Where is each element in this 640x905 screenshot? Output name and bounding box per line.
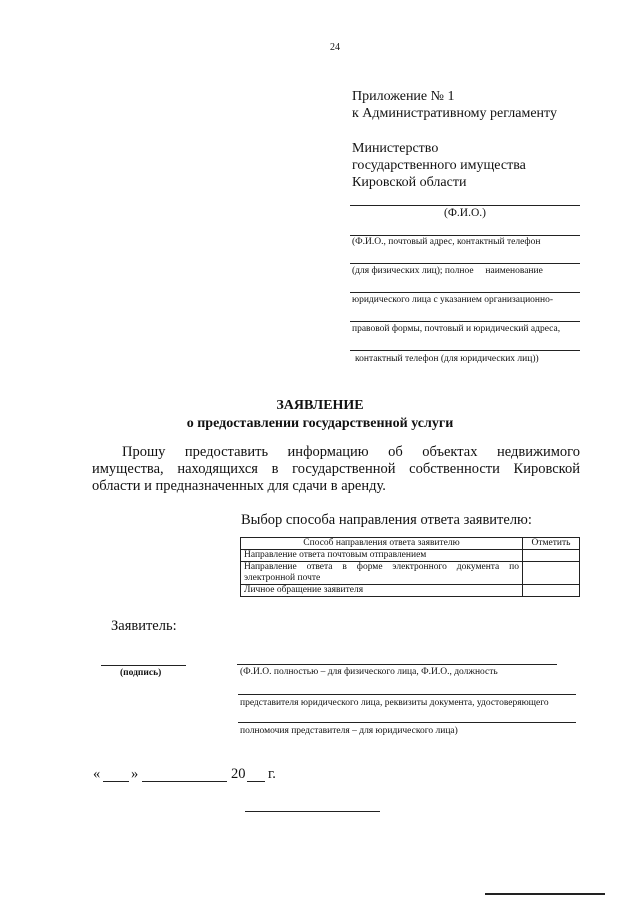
date-close-quote: » bbox=[131, 766, 139, 782]
table-header-mark: Отметить bbox=[523, 538, 580, 550]
appendix-block bbox=[352, 88, 557, 122]
fio-full-line-2[interactable] bbox=[238, 694, 576, 695]
fio-full-hint-2: представителя юридического лица, реквизиты документа, удостоверяющего bbox=[240, 698, 549, 708]
table-row bbox=[241, 585, 580, 597]
addressee-block bbox=[352, 140, 526, 191]
fio-full-hint-3: полномочия представителя – для юридического лица) bbox=[240, 726, 458, 736]
fio-full-line-3[interactable] bbox=[238, 722, 576, 723]
applicant-hint-2: (для физических лиц); полное наименование bbox=[352, 266, 543, 276]
table-cell-mark-checkbox[interactable] bbox=[523, 550, 580, 562]
applicant-hint-5: контактный телефон (для юридических лиц)) bbox=[355, 354, 539, 364]
date-year-line[interactable] bbox=[247, 781, 265, 782]
request-paragraph bbox=[92, 444, 584, 495]
table-cell-method: Личное обращение заявителя bbox=[241, 585, 523, 597]
applicant-line-5[interactable] bbox=[350, 350, 580, 351]
date-open-quote: « bbox=[93, 766, 101, 782]
appendix-line-2: к Административному регламенту bbox=[352, 106, 557, 121]
footer-separator bbox=[485, 893, 605, 895]
answer-method-table bbox=[240, 537, 580, 597]
applicant-hint-1: (Ф.И.О., почтовый адрес, контактный телефон bbox=[352, 237, 541, 247]
table-cell-method: Направление ответа в форме электронного документа по электронной почте bbox=[241, 562, 523, 585]
table-row bbox=[241, 562, 580, 585]
applicant-line-3[interactable] bbox=[350, 292, 580, 293]
document-subtitle: о предоставлении государственной услуги bbox=[186, 416, 454, 431]
fio-full-line-1[interactable] bbox=[237, 664, 557, 665]
addressee-line-1: Министерство bbox=[352, 141, 439, 156]
table-cell-mark-checkbox[interactable] bbox=[523, 585, 580, 597]
appendix-line-1: Приложение № 1 bbox=[352, 89, 455, 104]
table-row bbox=[241, 550, 580, 562]
table-header-row bbox=[241, 538, 580, 550]
fio-line[interactable] bbox=[350, 205, 580, 206]
signature-line[interactable] bbox=[101, 665, 186, 666]
request-text: Прошу предоставить информацию об объектах недвижимого имущества, находящихся в государственной собственности Кировской области и предназначенных для сдачи в аренду. bbox=[92, 444, 584, 494]
date-month-line[interactable] bbox=[142, 781, 227, 782]
applicant-line-1[interactable] bbox=[350, 235, 580, 236]
date-year-prefix: 20 bbox=[231, 766, 246, 782]
table-header-method: Способ направления ответа заявителю bbox=[241, 538, 523, 550]
signature-caption: (подпись) bbox=[120, 668, 162, 678]
fio-caption: (Ф.И.О.) bbox=[444, 207, 486, 219]
applicant-line-4[interactable] bbox=[350, 321, 580, 322]
addressee-line-3: Кировской области bbox=[352, 175, 467, 190]
addressee-line-2: государственного имущества bbox=[352, 158, 526, 173]
table-cell-method: Направление ответа почтовым отправлением bbox=[241, 550, 523, 562]
page-number: 24 bbox=[330, 42, 340, 53]
closing-separator bbox=[245, 811, 380, 812]
applicant-line-2[interactable] bbox=[350, 263, 580, 264]
applicant-label: Заявитель: bbox=[111, 618, 177, 634]
fio-full-hint-1: (Ф.И.О. полностью – для физического лица, Ф.И.О., должность bbox=[240, 667, 498, 677]
applicant-hint-4: правовой формы, почтовый и юридический адреса, bbox=[352, 324, 561, 334]
table-cell-mark-checkbox[interactable] bbox=[523, 562, 580, 585]
date-day-line[interactable] bbox=[103, 781, 129, 782]
applicant-hint-3: юридического лица с указанием организационно- bbox=[352, 295, 553, 305]
document-title: ЗАЯВЛЕНИЕ bbox=[276, 398, 364, 413]
choice-heading: Выбор способа направления ответа заявителю: bbox=[241, 512, 532, 528]
date-year-suffix: г. bbox=[268, 766, 276, 782]
